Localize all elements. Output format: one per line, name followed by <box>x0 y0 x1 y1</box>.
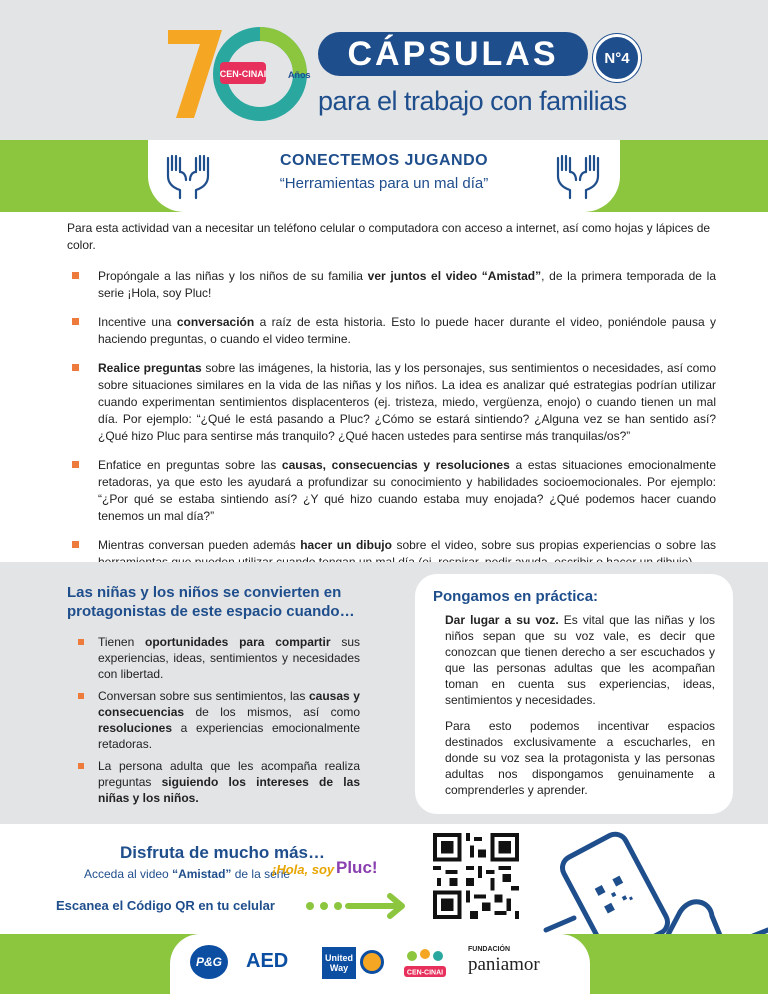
qr-code[interactable] <box>433 833 519 919</box>
united-way-logo: United Way <box>322 947 356 979</box>
practice-title: Pongamos en práctica: <box>433 588 599 605</box>
bullet-square-icon <box>78 693 84 699</box>
logo-text: CEN-CINAI <box>219 69 267 79</box>
list-item: Tienen oportunidades para compartir sus experiencias, ideas, sentimientos y necesidades con libertad. <box>78 634 360 682</box>
activity-title: CONECTEMOS JUGANDO <box>279 152 489 169</box>
united-way-emblem-icon <box>360 950 384 974</box>
paniamor-logo: paniamor <box>468 954 540 975</box>
list-item: Mientras conversan pueden además hacer un dibujo sobre el video, sobre sus propias experiencias o sobre las <box>72 537 716 571</box>
list-item: La persona adulta que les acompaña realiza preguntas siguiendo los intereses de las niñas y los niños. <box>78 758 360 806</box>
series-logo-pluc: Pluc! <box>336 858 378 877</box>
list-item: Propóngale a las niñas y los niños de su familia ver juntos el video “Amistad”, de la primera temporada de la serie ¡Hola, soy Pluc! <box>72 268 716 302</box>
bullet-square-icon <box>78 763 84 769</box>
cen-cinai-logo <box>402 944 448 984</box>
years-label: Años <box>288 70 311 80</box>
list-item: Realice preguntas sobre las imágenes, la historia, las y los personajes, sus sentimientos o necesidades, así como sobre situaciones similares en la vida de las niñas y los niños. La idea es analizar qué estrategias podrían utilizar cuando experimentan sentimientos displacenteros (ej. tristeza, miedo, vergüenza, enojo) o cuando tienen un mal día. Por ejemplo: “¿Qué le está pasando a Pluc? ¿Cómo se estará sintiendo? ¿Alguna vez se han sentido así? ¿Qué hizo Pluc para sentirse más tranquilo? ¿Qué hacen ustedes para sentirse más tranquilas/os?” <box>72 360 716 445</box>
seventy-years-logo <box>160 22 320 122</box>
activity-subtitle: “Herramientas para un mal día” <box>279 175 489 192</box>
bullet-square-icon <box>72 364 79 371</box>
list-item: Enfatice en preguntas sobre las causas, consecuencias y resoluciones a estas situaciones emocionalmente retadoras, ya que esto les ayudará a profundizar su conocimiento y habilidades socioemocionales. Por ejemplo: “¿Por qué se estaba sintiendo así? ¿Y qué hizo cuando estaba muy enojada? ¿Qué podemos hacer cuando tenemos un mal día?” <box>72 457 716 525</box>
scan-qr-instruction: Escanea el Código QR en tu celular <box>56 898 275 913</box>
protagonists-list <box>78 634 360 812</box>
aed-logo: AED <box>246 950 289 972</box>
svg-text:CEN-CINAI: CEN-CINAI <box>406 969 444 977</box>
enjoy-more-heading: Disfruta de mucho más… <box>120 843 325 862</box>
instruction-list <box>72 268 716 583</box>
bullet-square-icon <box>72 272 79 279</box>
bullet-square-icon <box>72 318 79 325</box>
practice-paragraph: Dar lugar a su voz. Es vital que las niñas y los niños sepan que su voz vale, es decir que conozcan que tienen derecho a ser escuchados y que las personas adultas que les acompañan toman en cuenta sus experiencias, ideas, sentimientos y necesidades. <box>445 613 716 707</box>
list-item: Incentive una conversación a raíz de esta historia. Esto lo puede hacer durante el video, poniéndole pausa y haciendo preguntas, o cuando el video termine. <box>72 314 716 348</box>
video-access-text: Acceda al video “Amistad” de la serie <box>84 867 291 881</box>
bullet-square-icon <box>72 461 79 468</box>
intro-paragraph: Para esta actividad van a necesitar un teléfono celular o computadora con acceso a internet, así como hojas y lápices de color. <box>67 221 711 252</box>
practice-paragraph: Para esto podemos incentivar espacios destinados exclusivamente a escucharles, en donde su voz sea la protagonista y las personas adultas nos dispongamos genuinamente a comprenderles y aprender. <box>445 719 715 797</box>
pg-logo: P&G <box>190 945 228 979</box>
series-logo-hola: ¡Hola, soy <box>272 862 335 877</box>
bullet-square-icon <box>72 541 79 548</box>
list-item: Conversan sobre sus sentimientos, las causas y consecuencias de los mismos, así como resoluciones a experiencias emocionalmente retadoras. <box>78 688 360 752</box>
bullet-square-icon <box>78 639 84 645</box>
arrow-right-icon <box>302 893 412 919</box>
capsule-number: N°4 <box>593 34 641 82</box>
header-subtitle: para el trabajo con familias <box>318 86 627 116</box>
years-number: 70 <box>166 36 168 37</box>
fundacion-label: FUNDACIÓN <box>468 946 510 953</box>
capsulas-title: CÁPSULAS <box>318 32 588 76</box>
protagonists-title: Las niñas y los niños se convierten en protagonistas de este espacio cuando… <box>67 584 355 620</box>
